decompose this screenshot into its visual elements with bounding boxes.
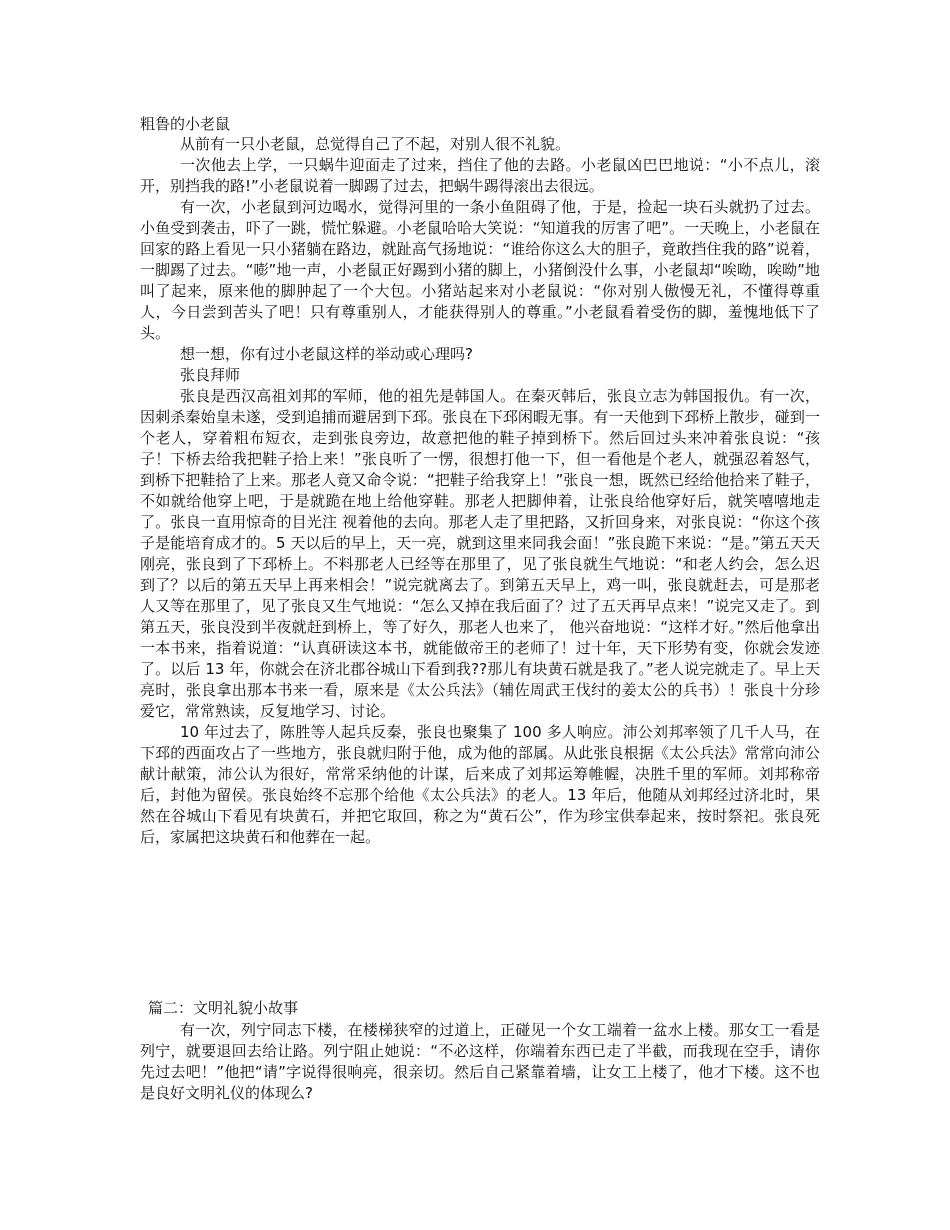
paragraph: 从前有一只小老鼠，总觉得自己了不起，对别人很不礼貌。 — [180, 135, 571, 153]
paragraph: 想一想，你有过小老鼠这样的举动或心理吗? — [180, 345, 473, 363]
article-one — [140, 114, 820, 848]
paragraph: 有一次，小老鼠到河边喝水，觉得河里的一条小鱼阻碍了他，于是，捡起一块石头就扔了过去。小鱼受到袭击，吓了一跳，慌忙躲避。小老鼠哈哈大笑说：“知道我的厉害了吧”。一天晚上，小老鼠在回家的路上看见一只小猪躺在路边，就趾高气扬地说：“谁给你这么大的胆子，竟敢挡住我的路”说着，一脚踢了过去。“嘭”地一声，小老鼠正好踢到小猪的脚上，小猪倒没什么事，小老鼠却“唉呦，唉呦”地叫了起来，原来他的脚肿起了一个大包。小猪站起来对小老鼠说：“你对别人傲慢无礼，不懂得尊重人，今日尝到苦头了吧！只有尊重别人，才能获得别人的尊重。”小老鼠看着受伤的脚，羞愧地低下了头。 — [140, 198, 820, 342]
section-heading: 篇二：文明礼貌小故事 — [148, 999, 299, 1017]
article-two — [140, 998, 820, 1104]
paragraph: 张良是西汉高祖刘邦的军师，他的祖先是韩国人。在秦灭韩后，张良立志为韩国报仇。有一次，因刺杀秦始皇未遂，受到追捕而避居到下邳。张良在下邳闲暇无事。有一天他到下邳桥上散步，碰到一个老人，穿着粗布短衣，走到张良旁边，故意把他的鞋子掉到桥下。然后回过头来冲着张良说：“孩子！下桥去给我把鞋子拾上来！”张良听了一愣，很想打他一下，但一看他是个老人，就强忍着怒气，到桥下把鞋拾了上来。那老人竟又命令说：“把鞋子给我穿上！”张良一想，既然已经给他拾来了鞋子，不如就给他穿上吧，于是就跪在地上给他穿鞋。那老人把脚伸着，让张良给他穿好后，就笑嘻嘻地走了。张良一直用惊奇的目光注 视着他的去向。那老人走了里把路，又折回身来，对张良说：“你这个孩子是能培育成才的。5 天以后的早上，天一亮，就到这里来同我会面！”张良跪下来说：“是。”第五天天刚亮，张良到了下邳桥上。不料那老人已经等在那里了，见了张良就生气地说：“和老人约会，怎么迟到了？以后的第五天早上再来相会！”说完就离去了。到第五天早上，鸡一叫，张良就赶去，可是那老人又等在那里了，见了张良又生气地说：“怎么又掉在我后面了？过了五天再早点来！”说完又走了。到第五天，张良没到半夜就赶到桥上，等了好久，那老人也来了， 他兴奋地说：“这样才好。”然后他拿出一本书来，指着说道：“认真研读这本书，就能做帝王的老师了！过十年，天下形势有变，你就会发迹了。以后 13 年，你就会在济北郡谷城山下看到我??那儿有块黄石就是我了。”老人说完就走了。早上天亮时，张良拿出那本书来一看，原来是《太公兵法》（辅佐周武王伐纣的姜太公的兵书）！张良十分珍爱它，常常熟读，反复地学习、讨论。 — [140, 387, 820, 720]
article-title: 粗鲁的小老鼠 — [140, 115, 231, 133]
paragraph: 有一次，列宁同志下楼，在楼梯狭窄的过道上，正碰见一个女工端着一盆水上楼。那女工一看是列宁，就要退回去给让路。列宁阻止她说：“不必这样，你端着东西已走了半截，而我现在空手，请你先过去吧！”他把“请”字说得很响亮，很亲切。然后自己紧靠着墙，让女工上楼了，他才下楼。这不也是良好文明礼仪的体现么? — [140, 1021, 820, 1102]
paragraph: 一次他去上学，一只蜗牛迎面走了过来，挡住了他的去路。小老鼠凶巴巴地说：“小不点儿，滚开，别挡我的路!”小老鼠说着一脚踢了过去，把蜗牛踢得滚出去很远。 — [140, 156, 820, 195]
paragraph: 10 年过去了，陈胜等人起兵反秦，张良也聚集了 100 多人响应。沛公刘邦率领了几千人马，在下邳的西面攻占了一些地方，张良就归附于他，成为他的部属。从此张良根据《太公兵法》常常向沛公献计献策，沛公认为很好，常常采纳他的计谋，后来成了刘邦运筹帷幄，决胜千里的军师。刘邦称帝后，封他为留侯。张良始终不忘那个给他《太公兵法》的老人。13 年后，他随从刘邦经过济北时，果然在谷城山下看见有块黄石，并把它取回，称之为“黄石公”，作为珍宝供奉起来，按时祭祀。张良死后，家属把这块黄石和他葬在一起。 — [140, 723, 820, 846]
subsection-title: 张良拜师 — [180, 366, 241, 384]
